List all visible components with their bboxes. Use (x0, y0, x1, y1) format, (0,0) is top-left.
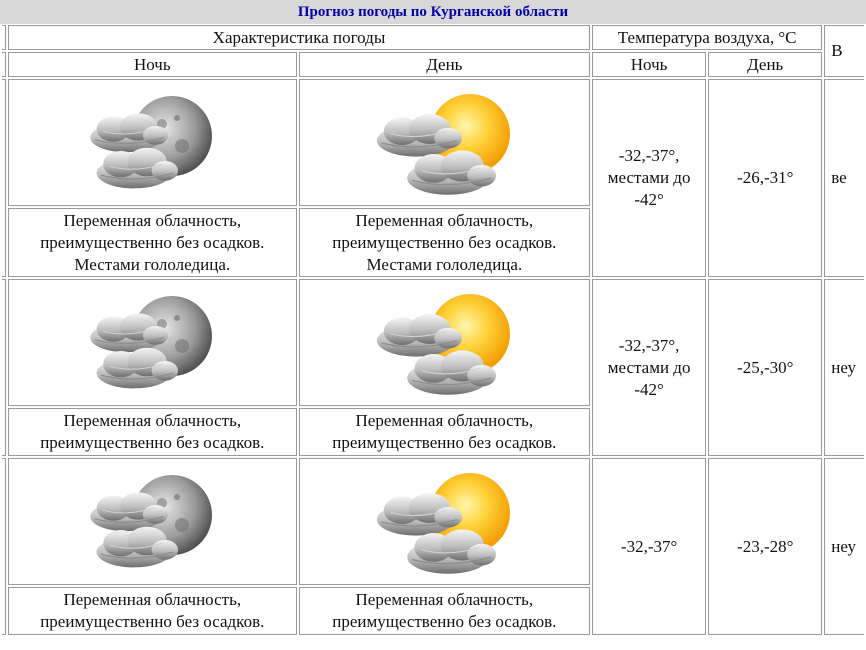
cloud-sun-icon (364, 88, 524, 198)
cloud-sun-icon (364, 288, 524, 398)
row-1-temp-night: -32,-37°, местами до -42° (592, 79, 706, 277)
night-header: Ночь (8, 52, 297, 77)
cloud-moon-icon (82, 467, 222, 577)
row-2-night-icon-cell (8, 279, 297, 406)
row-2-day-icon-cell (299, 279, 590, 406)
row-3-day-desc: Переменная облачность, преимущественно без осадков. (299, 587, 590, 635)
cloud-sun-icon (364, 467, 524, 577)
temp-night-header: Ночь (592, 52, 706, 77)
cut-column-header: В (824, 25, 864, 77)
edge-cell (2, 52, 6, 77)
row-1-temp-day: -26,-31° (708, 79, 822, 277)
row-1-night-icon-cell (8, 79, 297, 206)
row-2-day-desc: Переменная облачность, преимущественно без осадков. (299, 408, 590, 456)
day-header: День (299, 52, 590, 77)
cloud-moon-icon (82, 88, 222, 198)
row-3-cut-cell: неу (824, 458, 864, 635)
temp-day-header: День (708, 52, 822, 77)
edge-cell (2, 79, 6, 277)
edge-cell (2, 458, 6, 635)
edge-cell (2, 279, 6, 456)
row-1-day-icon-cell (299, 79, 590, 206)
row-3-temp-night: -32,-37° (592, 458, 706, 635)
air-temp-header: Температура воздуха, °С (592, 25, 822, 50)
row-3-night-desc: Переменная облачность, преимущественно без осадков. (8, 587, 297, 635)
row-3-temp-day: -23,-28° (708, 458, 822, 635)
row-2-temp-day: -25,-30° (708, 279, 822, 456)
row-2-night-desc: Переменная облачность, преимущественно без осадков. (8, 408, 297, 456)
row-1-day-desc: Переменная облачность, преимущественно без осадков. Местами гололедица. (299, 208, 590, 277)
weather-char-header: Характеристика погоды (8, 25, 590, 50)
page-title: Прогноз погоды по Курганской области (0, 0, 866, 24)
row-2-cut-cell: неу (824, 279, 864, 456)
edge-cell (2, 25, 6, 50)
forecast-table (0, 23, 866, 637)
cloud-moon-icon (82, 288, 222, 398)
row-2-temp-night: -32,-37°, местами до -42° (592, 279, 706, 456)
row-1-night-desc: Переменная облачность, преимущественно без осадков. Местами гололедица. (8, 208, 297, 277)
row-3-day-icon-cell (299, 458, 590, 585)
row-1-cut-cell: ве (824, 79, 864, 277)
row-3-night-icon-cell (8, 458, 297, 585)
